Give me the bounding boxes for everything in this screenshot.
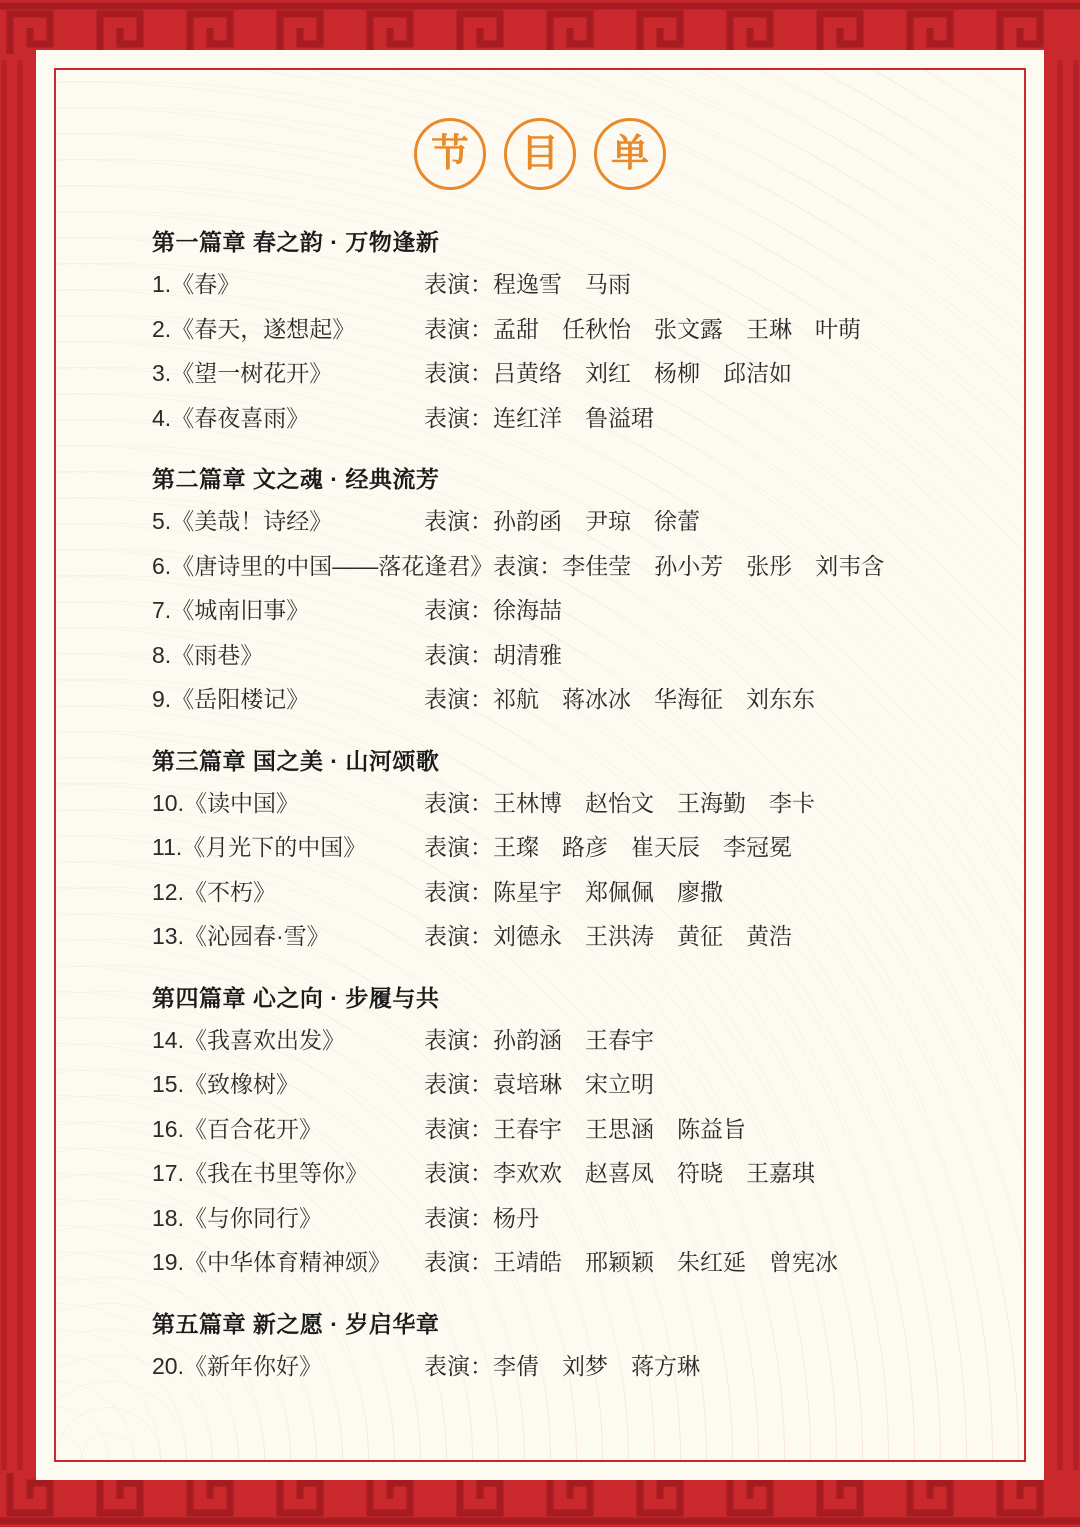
performer-names: 孟甜 任秋怡 张文露 王琳 叶萌 (493, 315, 861, 342)
performer-label: 表演： (424, 789, 493, 816)
program-item (152, 504, 1024, 539)
top-fret-pattern (0, 0, 1080, 54)
right-border-pattern (1044, 0, 1080, 1527)
performer-label: 表演： (424, 878, 493, 905)
bottom-fret-pattern (0, 1473, 1080, 1527)
left-border-pattern (0, 0, 36, 1527)
performer-names: 王林博 赵怡文 王海勤 李卡 (493, 789, 815, 816)
title-char-1: 节 (414, 118, 486, 190)
program-item (152, 1112, 1024, 1147)
chapter-title: 第一篇章 春之韵 · 万物逢新 (152, 229, 440, 255)
performer-label: 表演： (424, 1026, 493, 1053)
performer-names: 胡清雅 (493, 641, 562, 668)
performer-names: 程逸雪 马雨 (493, 271, 631, 297)
performer-label: 表演： (424, 508, 493, 534)
chapter-title: 第五篇章 新之愿 · 岁启华章 (152, 1310, 440, 1337)
program-item (152, 830, 1024, 865)
performer-label: 表演： (424, 360, 493, 386)
performer-label: 表演： (424, 1071, 493, 1097)
program-item-name: 15.《致橡树》 (152, 1071, 299, 1097)
chapter-title: 第三篇章 国之美 · 山河颂歌 (152, 747, 440, 774)
performer-names: 陈星宇 郑佩佩 廖撒 (493, 878, 723, 905)
performer-names: 吕黄络 刘红 杨柳 邱洁如 (493, 360, 792, 386)
program-item-name: 1.《春》 (152, 271, 241, 297)
page-title (56, 118, 1024, 190)
program-item (152, 1067, 1024, 1102)
performer-names: 李欢欢 赵喜凤 符晓 王嘉琪 (493, 1160, 815, 1186)
performer-names: 祁航 蒋冰冰 华海征 刘东东 (493, 686, 815, 712)
program-item-name: 6.《唐诗里的中国——落花逢君》 (152, 552, 494, 579)
program-card (36, 50, 1044, 1480)
program-item (152, 919, 1024, 954)
performer-names: 孙韵函 尹琼 徐蕾 (493, 508, 700, 534)
program-item (152, 682, 1024, 717)
performer-names: 李倩 刘梦 蒋方琳 (493, 1352, 700, 1379)
program-item (152, 593, 1024, 628)
program-item-name: 11.《月光下的中国》 (152, 834, 367, 860)
performer-names: 连红洋 鲁溢珺 (493, 404, 654, 431)
program-item-name: 19.《中华体育精神颂》 (152, 1249, 391, 1275)
program-item (152, 1201, 1024, 1236)
performer-label: 表演： (424, 315, 493, 342)
program-item-name: 8.《雨巷》 (152, 641, 264, 668)
performer-names: 王春宇 王思涵 陈益旨 (493, 1115, 746, 1142)
performer-names: 王璨 路彦 崔天辰 李冠冕 (493, 834, 792, 860)
title-char-2: 目 (504, 118, 576, 190)
program-item (152, 1156, 1024, 1191)
program-item-name: 20.《新年你好》 (152, 1352, 322, 1379)
program-item-name: 17.《我在书里等你》 (152, 1160, 368, 1186)
performer-label: 表演： (493, 552, 563, 579)
performer-names: 孙韵涵 王春宇 (493, 1026, 654, 1053)
performer-names: 王靖皓 邢颖颖 朱红延 曾宪冰 (493, 1249, 838, 1275)
program-item (152, 1349, 1024, 1384)
chapter-title: 第四篇章 心之向 · 步履与共 (152, 984, 440, 1011)
program-item-name: 13.《沁园春·雪》 (152, 923, 330, 949)
program-item-name: 7.《城南旧事》 (152, 597, 310, 623)
performer-label: 表演： (424, 834, 493, 860)
program-item (152, 312, 1024, 347)
performer-label: 表演： (424, 1160, 493, 1186)
performer-names: 徐海喆 (493, 597, 562, 623)
chapter-section (152, 980, 1024, 1280)
performer-names: 袁培琳 宋立明 (493, 1071, 654, 1097)
chapter-title: 第二篇章 文之魂 · 经典流芳 (152, 466, 440, 492)
performer-names: 刘德永 王洪涛 黄征 黄浩 (493, 923, 792, 949)
program-item-name: 14.《我喜欢出发》 (152, 1026, 345, 1053)
program-item (152, 786, 1024, 821)
performer-label: 表演： (424, 597, 493, 623)
program-item-name: 12.《不朽》 (152, 878, 276, 905)
program-card-inner (54, 68, 1026, 1462)
program-item-name: 4.《春夜喜雨》 (152, 404, 310, 431)
chapter-section (152, 743, 1024, 954)
program-item (152, 638, 1024, 673)
program-list (56, 224, 1024, 1383)
program-item-name: 9.《岳阳楼记》 (152, 686, 310, 712)
program-item (152, 549, 1024, 584)
program-item-name: 3.《望一树花开》 (152, 360, 333, 386)
program-item-name: 10.《读中国》 (152, 789, 299, 816)
performer-label: 表演： (424, 923, 493, 949)
program-item (152, 267, 1024, 302)
program-item (152, 356, 1024, 391)
program-item (152, 875, 1024, 910)
performer-label: 表演： (424, 1115, 493, 1142)
performer-names: 李佳莹 孙小芳 张彤 刘韦含 (562, 552, 885, 579)
program-item (152, 1245, 1024, 1280)
performer-label: 表演： (424, 1204, 493, 1231)
performer-label: 表演： (424, 686, 493, 712)
performer-label: 表演： (424, 641, 493, 668)
chapter-section (152, 461, 1024, 717)
program-item-name: 18.《与你同行》 (152, 1204, 322, 1231)
chapter-section (152, 224, 1024, 435)
program-item (152, 1023, 1024, 1058)
performer-names: 杨丹 (493, 1204, 539, 1231)
chapter-section (152, 1306, 1024, 1384)
program-item (152, 401, 1024, 436)
performer-label: 表演： (424, 1352, 493, 1379)
program-item-name: 2.《春天，遂想起》 (152, 315, 356, 342)
performer-label: 表演： (424, 1249, 493, 1275)
performer-label: 表演： (424, 271, 493, 297)
program-item-name: 5.《美哉！诗经》 (152, 508, 333, 534)
program-item-name: 16.《百合花开》 (152, 1115, 322, 1142)
performer-label: 表演： (424, 404, 493, 431)
title-char-3: 单 (594, 118, 666, 190)
